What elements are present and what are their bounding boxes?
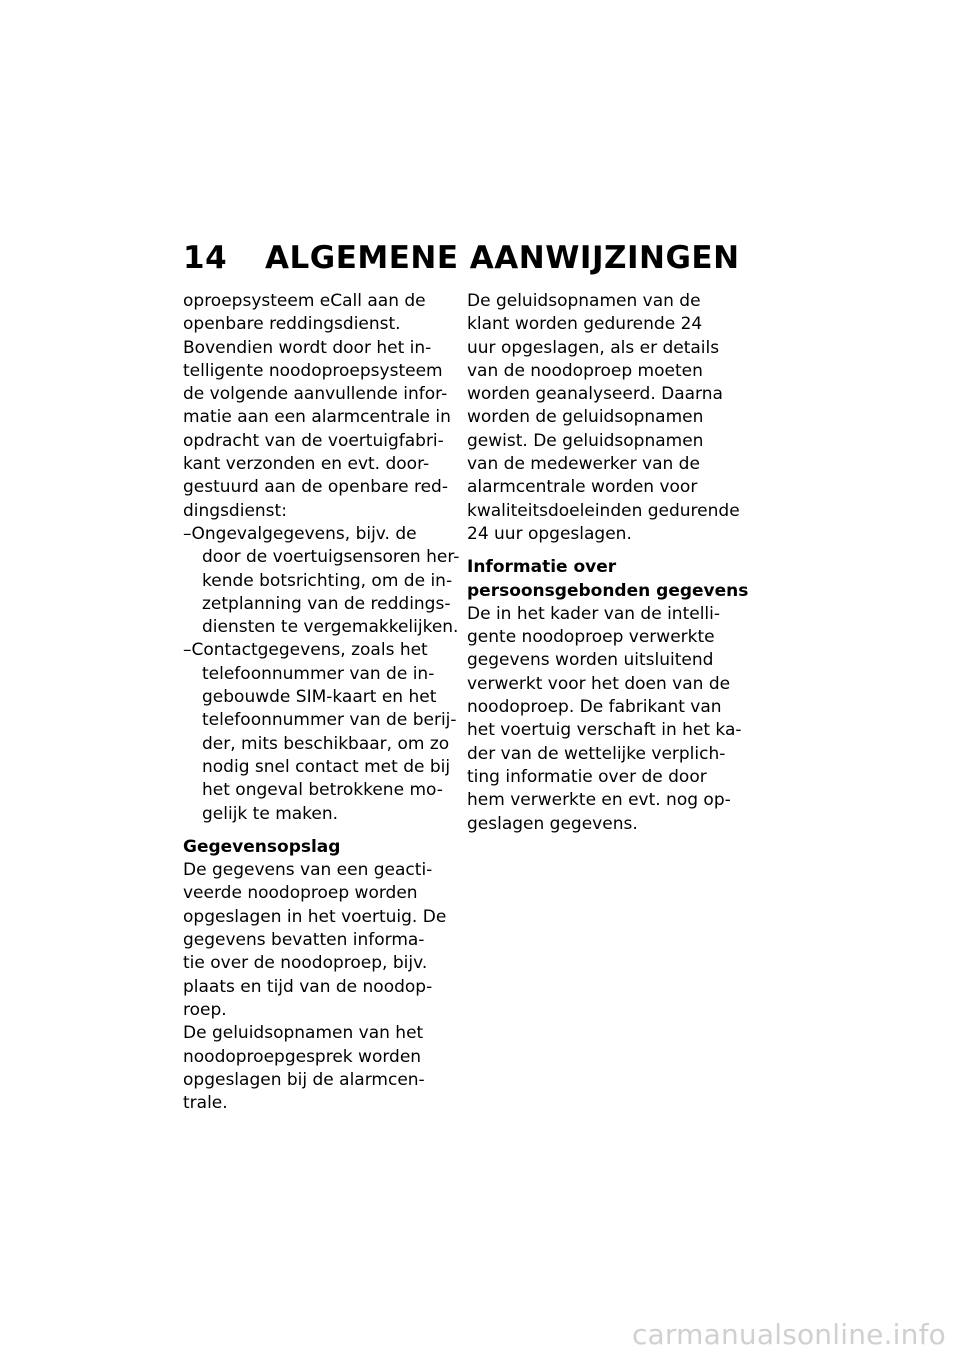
text-line: noodoproepgesprek worden bbox=[183, 1046, 422, 1067]
text-line: gewist. De geluidsopnamen bbox=[467, 430, 704, 451]
list-item-line: zetplanning van de reddings- bbox=[202, 593, 451, 614]
list-item-line: der, mits beschikbaar, om zo bbox=[202, 733, 450, 754]
list-item-line: diensten te vergemakkelijken. bbox=[202, 617, 459, 638]
list-item-line: gelijk te maken. bbox=[202, 803, 339, 824]
text-line: De in het kader van de intelli- bbox=[467, 603, 720, 624]
text-line: openbare reddingsdienst. bbox=[183, 314, 401, 335]
text-line: ting informatie over de door bbox=[467, 766, 707, 787]
text-line: gente noodoproep verwerkte bbox=[467, 627, 715, 648]
text-line: matie aan een alarmcentrale in bbox=[183, 407, 451, 428]
text-line: van de noodoproep moeten bbox=[467, 360, 703, 381]
list-item-line: telefoonnummer van de in- bbox=[202, 663, 435, 684]
text-line: gegevens worden uitsluitend bbox=[467, 650, 714, 671]
text-line: kant verzonden en evt. door- bbox=[183, 454, 430, 475]
list-item-line: nodig snel contact met de bij bbox=[202, 756, 451, 777]
text-line: geslagen gegevens. bbox=[467, 813, 638, 834]
text-line: der van de wettelijke verplich- bbox=[467, 743, 726, 764]
text-line: Bovendien wordt door het in- bbox=[183, 337, 432, 358]
left-column bbox=[183, 290, 460, 1115]
text-line: van de medewerker van de bbox=[467, 454, 700, 475]
text-line: opdracht van de voertuigfabri- bbox=[183, 430, 444, 451]
chapter-title: ALGEMENE AANWIJZINGEN bbox=[265, 240, 740, 276]
text-line: oproepsysteem eCall aan de bbox=[183, 291, 426, 311]
text-line: de volgende aanvullende infor- bbox=[183, 384, 448, 405]
list-item-line: kende botsrichting, om de in- bbox=[202, 570, 453, 591]
text-line: het voertuig verschaft in het ka- bbox=[467, 720, 742, 741]
text-line: uur opgeslagen, als er details bbox=[467, 337, 720, 358]
text-line: gegevens bevatten informa- bbox=[183, 930, 425, 951]
text-line: trale. bbox=[183, 1093, 228, 1114]
text-line: noodoproep. De fabrikant van bbox=[467, 697, 722, 718]
list-item-line: door de voertuigsensoren her- bbox=[202, 547, 460, 568]
text-line: gestuurd aan de openbare red- bbox=[183, 477, 448, 498]
text-line: worden geanalyseerd. Daarna bbox=[467, 384, 723, 405]
list-item-line: telefoonnummer van de berij- bbox=[202, 710, 457, 731]
text-line: De gegevens van een geacti- bbox=[183, 860, 433, 881]
text-line: alarmcentrale worden voor bbox=[467, 477, 698, 498]
section-heading-informatie-line2: persoonsgebonden gegevens bbox=[467, 580, 749, 601]
list-item-line: het ongeval betrokkene mo- bbox=[202, 780, 443, 801]
text-line: opgeslagen in het voertuig. De bbox=[183, 906, 447, 927]
text-line: kwaliteitsdoeleinden gedurende bbox=[467, 500, 740, 521]
section-heading-gegevensopslag: Gegevensopslag bbox=[183, 836, 341, 857]
section-heading-informatie: Informatie over bbox=[467, 557, 617, 578]
text-line: roep. bbox=[183, 999, 227, 1020]
list-item: –Contactgegevens, zoals het bbox=[183, 640, 428, 661]
text-line: De geluidsopnamen van de bbox=[467, 291, 701, 311]
chapter-number: 14 bbox=[183, 240, 228, 276]
text-line: De geluidsopnamen van het bbox=[183, 1023, 424, 1044]
text-line: klant worden gedurende 24 bbox=[467, 314, 703, 335]
text-line: plaats en tijd van de noodop- bbox=[183, 976, 433, 997]
text-line: dingsdienst: bbox=[183, 500, 287, 521]
chapter-heading bbox=[183, 238, 740, 278]
text-line: veerde noodoproep worden bbox=[183, 883, 418, 904]
text-line: 24 uur opgeslagen. bbox=[467, 523, 632, 544]
text-line: verwerkt voor het doen van de bbox=[467, 673, 731, 694]
text-line: telligente noodoproepsysteem bbox=[183, 360, 443, 381]
text-line: tie over de noodoproep, bijv. bbox=[183, 953, 428, 974]
text-line: hem verwerkte en evt. nog op- bbox=[467, 790, 731, 811]
list-item: –Ongevalgegevens, bijv. de bbox=[183, 523, 417, 544]
watermark: carmanualsonline.info bbox=[631, 1318, 946, 1351]
text-line: worden de geluidsopnamen bbox=[467, 407, 704, 428]
list-item-line: gebouwde SIM-kaart en het bbox=[202, 687, 437, 708]
text-line: opgeslagen bij de alarmcen- bbox=[183, 1069, 425, 1090]
right-column bbox=[467, 290, 749, 836]
